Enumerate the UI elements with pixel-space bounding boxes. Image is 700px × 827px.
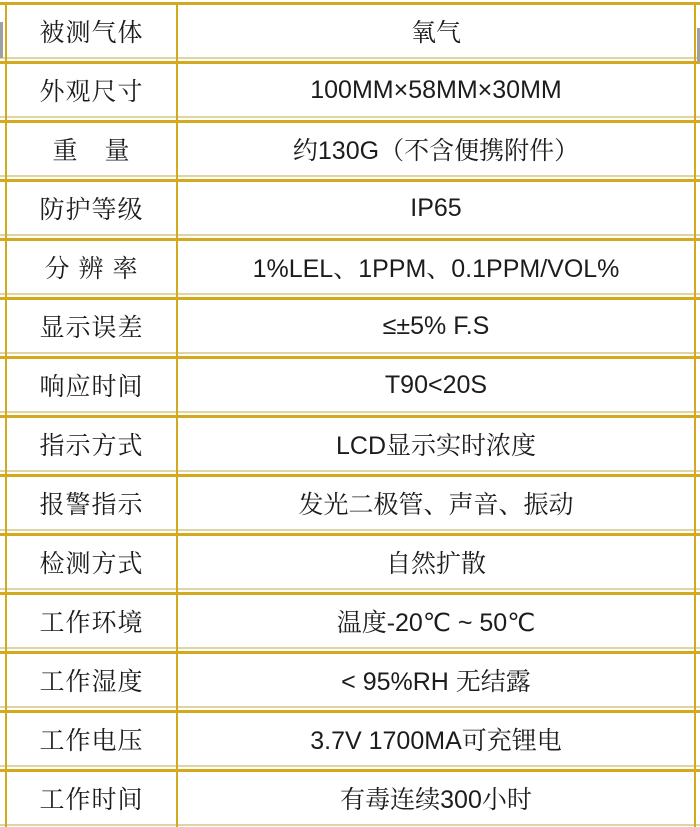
row-protection-rating <box>0 182 700 234</box>
spec-label: 工作时间 <box>39 786 144 814</box>
spec-value: LCD显示实时浓度 <box>335 432 536 460</box>
spec-label: 响应时间 <box>39 373 144 401</box>
spec-label: 重 量 <box>52 137 131 165</box>
row-operating-time <box>0 772 700 824</box>
spec-label: 防护等级 <box>39 196 144 224</box>
spec-label: 被测气体 <box>39 19 144 47</box>
row-detection-mode <box>0 536 700 588</box>
row-weight <box>0 123 700 175</box>
spec-label: 工作电压 <box>39 727 144 755</box>
column-divider-line <box>176 2 178 827</box>
row-operating-humidity <box>0 654 700 706</box>
row-separator <box>0 529 700 536</box>
spec-label: 指示方式 <box>39 432 144 460</box>
spec-label: 显示误差 <box>39 314 144 342</box>
row-resolution <box>0 241 700 293</box>
spec-value: ≤±5% F.S <box>382 311 490 340</box>
row-operating-environment <box>0 595 700 647</box>
row-separator <box>0 647 700 654</box>
row-separator <box>0 175 700 182</box>
spec-value: 1%LEL、1PPM、0.1PPM/VOL% <box>252 255 620 283</box>
spec-value: T90<20S <box>384 370 488 399</box>
spec-value: IP65 <box>410 193 462 222</box>
table-right-border <box>694 2 696 827</box>
table-left-border <box>5 2 7 827</box>
row-operating-voltage <box>0 713 700 765</box>
row-display-error <box>0 300 700 352</box>
spec-value: 自然扩散 <box>385 550 486 578</box>
row-separator <box>0 57 700 64</box>
spec-value: 3.7V 1700MA可充锂电 <box>310 727 562 755</box>
spec-label: 外观尺寸 <box>39 78 144 106</box>
row-dimensions <box>0 64 700 116</box>
row-target-gas <box>0 5 700 57</box>
row-response-time <box>0 359 700 411</box>
spec-label: 检测方式 <box>39 550 144 578</box>
row-separator <box>0 352 700 359</box>
spec-value: 温度-20℃ ~ 50℃ <box>336 609 536 637</box>
spec-value: < 95%RH 无结露 <box>341 668 531 696</box>
row-separator <box>0 706 700 713</box>
row-separator <box>0 234 700 241</box>
edge-artifact-left <box>0 22 3 58</box>
spec-value: 约130G（不含便携附件） <box>292 137 580 165</box>
spec-label: 工作环境 <box>39 609 144 637</box>
row-indication-mode <box>0 418 700 470</box>
row-separator <box>0 116 700 123</box>
row-separator <box>0 293 700 300</box>
row-separator <box>0 588 700 595</box>
spec-value: 100MM×58MM×30MM <box>310 75 562 104</box>
spec-value: 有毒连续300小时 <box>340 786 532 814</box>
spec-value: 氧气 <box>410 19 461 47</box>
row-alarm-indication <box>0 477 700 529</box>
row-separator <box>0 470 700 477</box>
row-separator <box>0 765 700 772</box>
spec-value: 发光二极管、声音、振动 <box>298 491 574 519</box>
row-separator <box>0 411 700 418</box>
spec-label: 分 辨 率 <box>44 255 139 283</box>
spec-label: 工作湿度 <box>39 668 144 696</box>
spec-label: 报警指示 <box>39 491 144 519</box>
